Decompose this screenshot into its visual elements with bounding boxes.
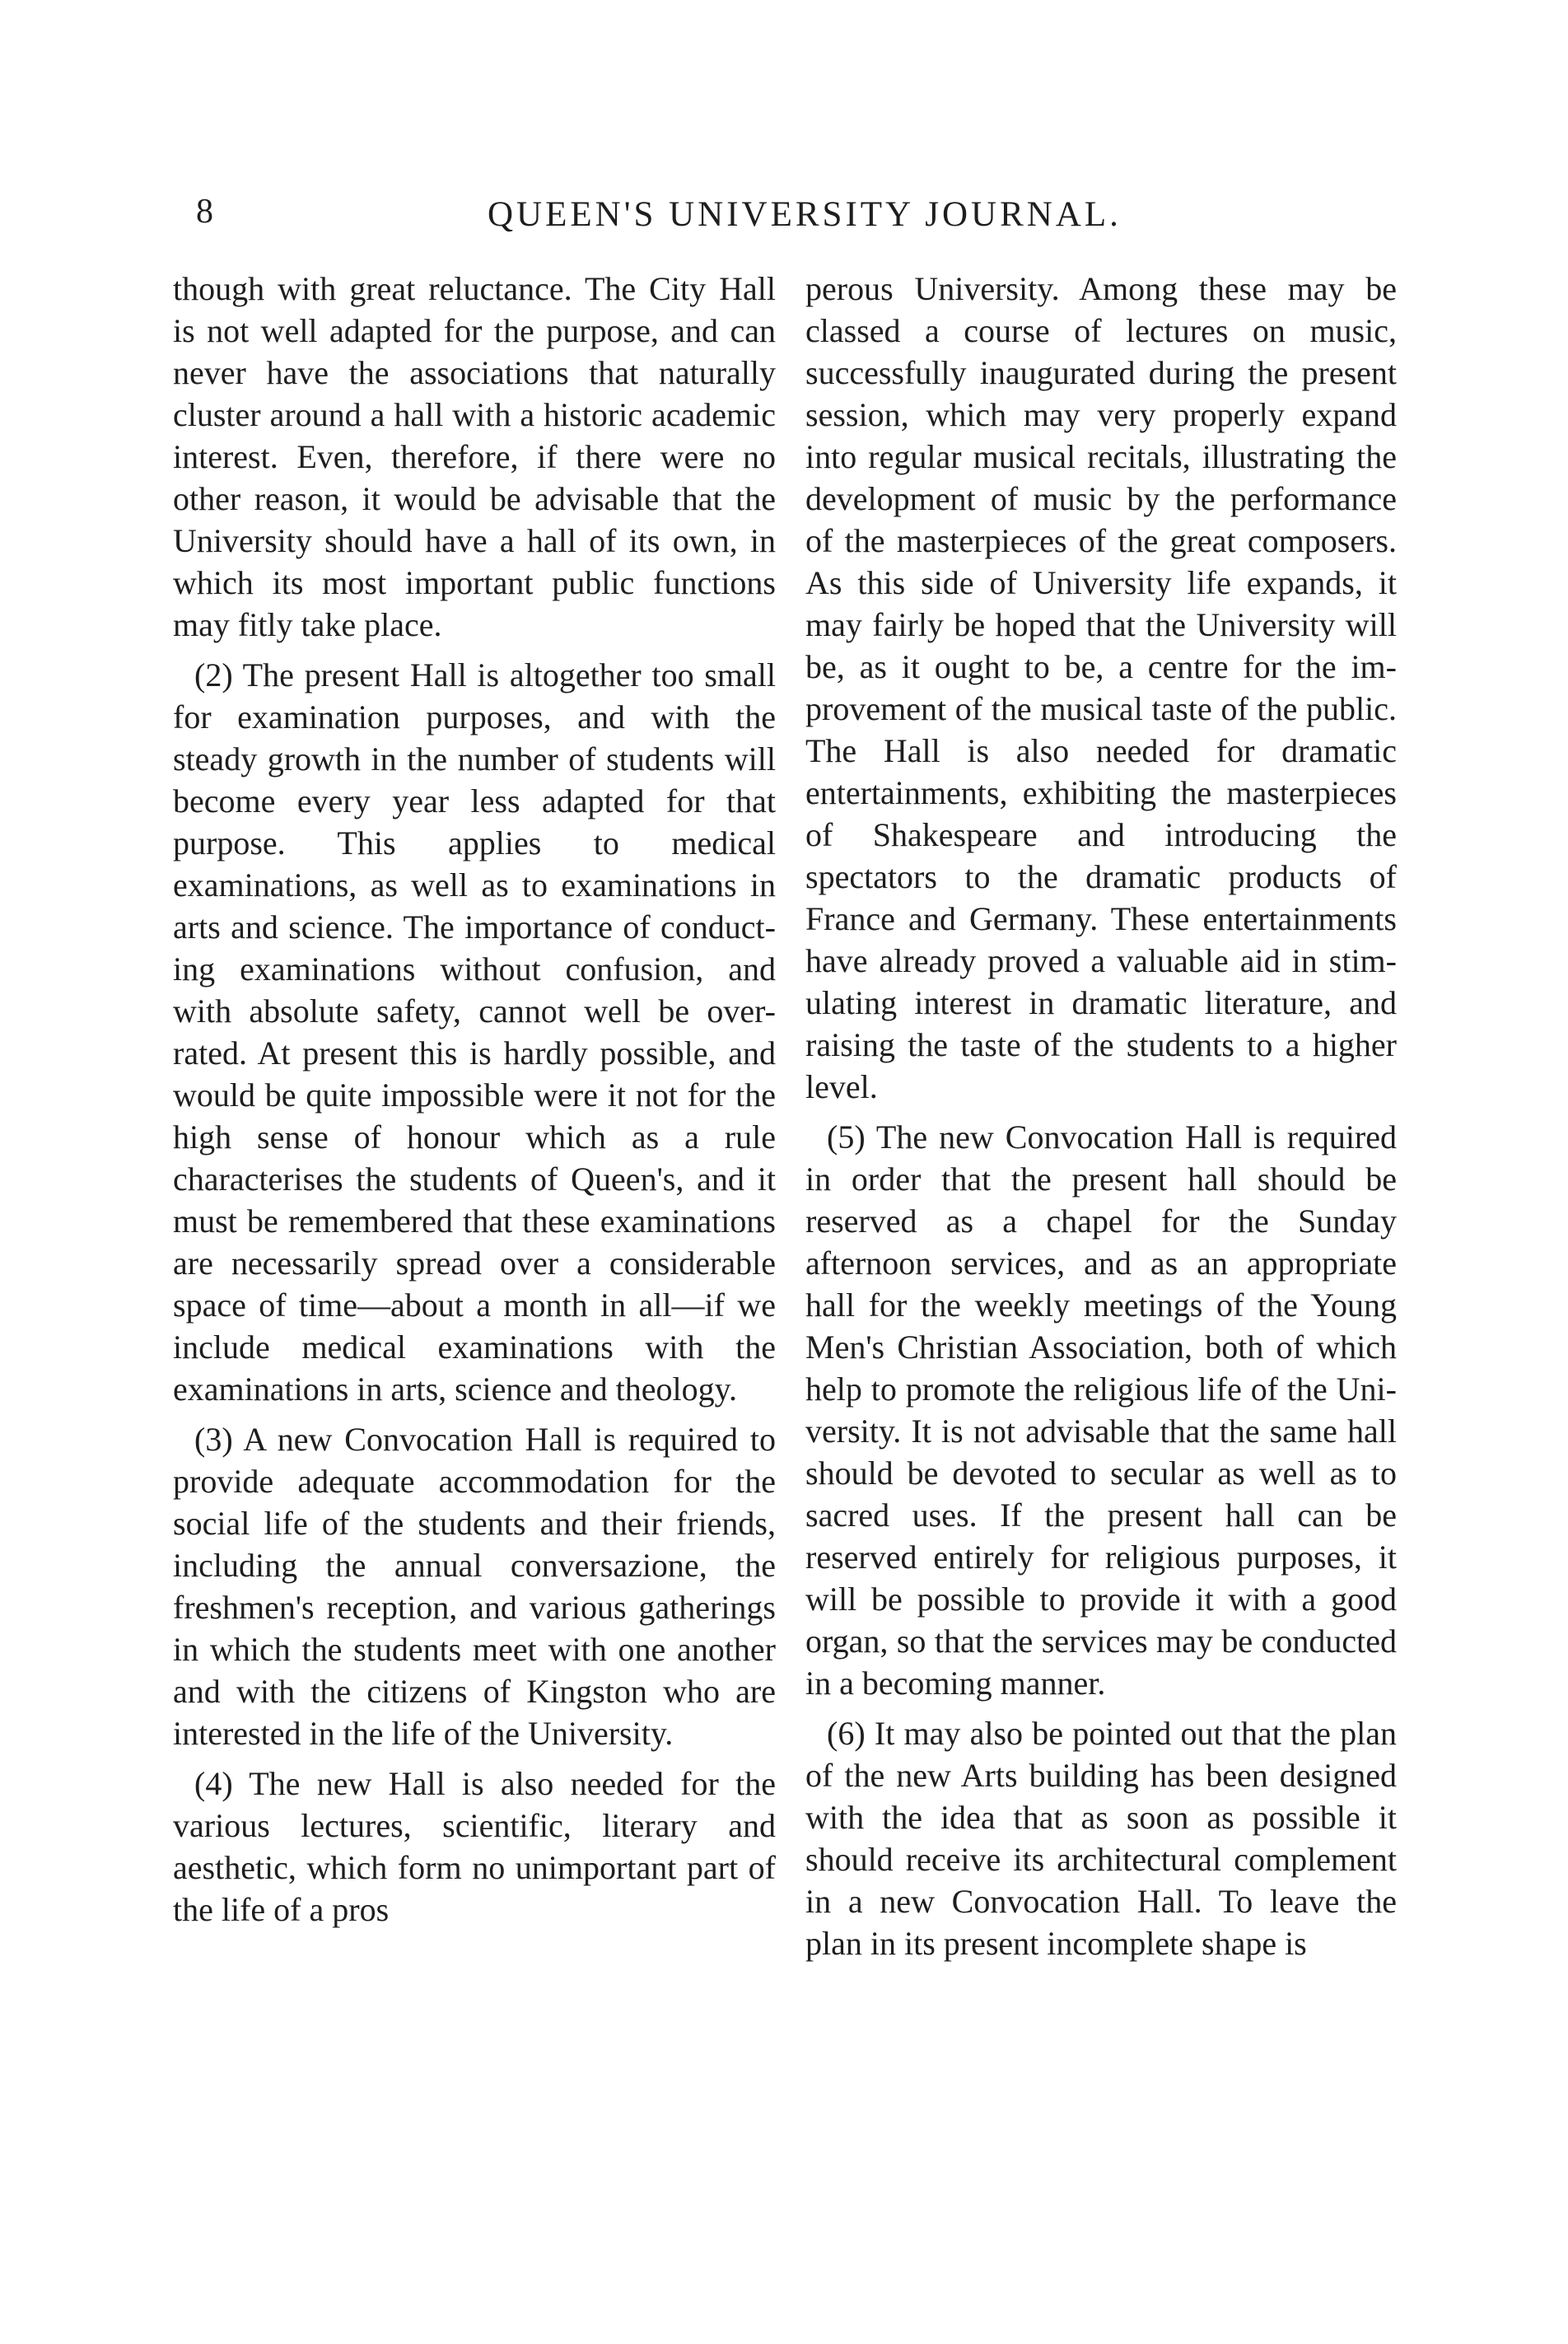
paragraph-point-6: (6) It may also be pointed out that the plan of the new Arts building has been designed with the idea that as soon as possible it should receive its architectural complement in a new Convocation Hall. To leave the plan in its present incomplete shape is <box>805 1715 1397 1962</box>
paragraph-city-hall: though with great reluctance. The City Hall is not well adapted for the purpose, and can never have the associations that naturally cluster around a hall with a historic academic interest. Even, therefore, if there were no other reason, it would be advisable that the University should have a hall of its own, in which its most important public functions may fitly take place. <box>173 270 776 643</box>
left-column <box>173 268 776 1939</box>
paragraph-point-2: (2) The present Hall is altogether too small for examination purposes, and with the steady growth in the number of students will become every year less adapted for that purpose. This applies to medical examinations, as well as to examinations in arts and science. The importance of conducting examinations without confusion, and with absolute safety, cannot well be over-rated. At present this is hardly possible, and would be quite impossible were it not for the high sense of honour which as a rule characterises the students of Queen's, and it must be remembered that these examinations are necessarily spread over a considerable space of time—about a month in all—if we include medical examinations with the examinations in arts, science and theology. <box>173 656 776 1408</box>
right-column <box>805 268 1397 1973</box>
running-head: QUEEN'S UNIVERSITY JOURNAL. <box>488 195 1122 234</box>
paragraph-point-3: (3) A new Convocation Hall is required to provide adequate accommodation for the social life of the students and their friends, including the annual conversazione, the freshmen's reception, and various gatherings in which the students meet with one another and with the citizens of Kingston who are interested in the life of the University. <box>173 1421 776 1752</box>
page-number: 8 <box>196 193 214 231</box>
paragraph-point-4-continued: perous University. Among these may be classed a course of lectures on music, successfully inaugurated during the present session, which may very properly expand into regular musical recitals, illustrating the development of music by the performance of the masterpieces of the great composers. As this side of University life expands, it may fairly be hoped that the University will be, as it ought to be, a centre for the improvement of the musical taste of the public. The Hall is also needed for dramatic entertainments, exhibiting the masterpieces of Shakespeare and introducing the spectators to the dramatic products of France and Germany. These entertainments have already proved a valuable aid in stimulating interest in dramatic literature, and raising the taste of the students to a higher level. <box>805 270 1397 1105</box>
paragraph-point-4: (4) The new Hall is also needed for the various lectures, scientific, literary and aesthetic, which form no unimportant part of the life of a pros <box>173 1765 776 1928</box>
paragraph-point-5: (5) The new Convocation Hall is required in order that the present hall should be reserved as a chapel for the Sunday afternoon services, and as an appropriate hall for the weekly meetings of the Young Men's Christian Association, both of which help to promote the religious life of the University. It is not advisable that the same hall should be devoted to secular as well as to sacred uses. If the present hall can be reserved entirely for religious purposes, it will be possible to provide it with a good organ, so that the services may be conducted in a becoming manner. <box>805 1118 1397 1702</box>
